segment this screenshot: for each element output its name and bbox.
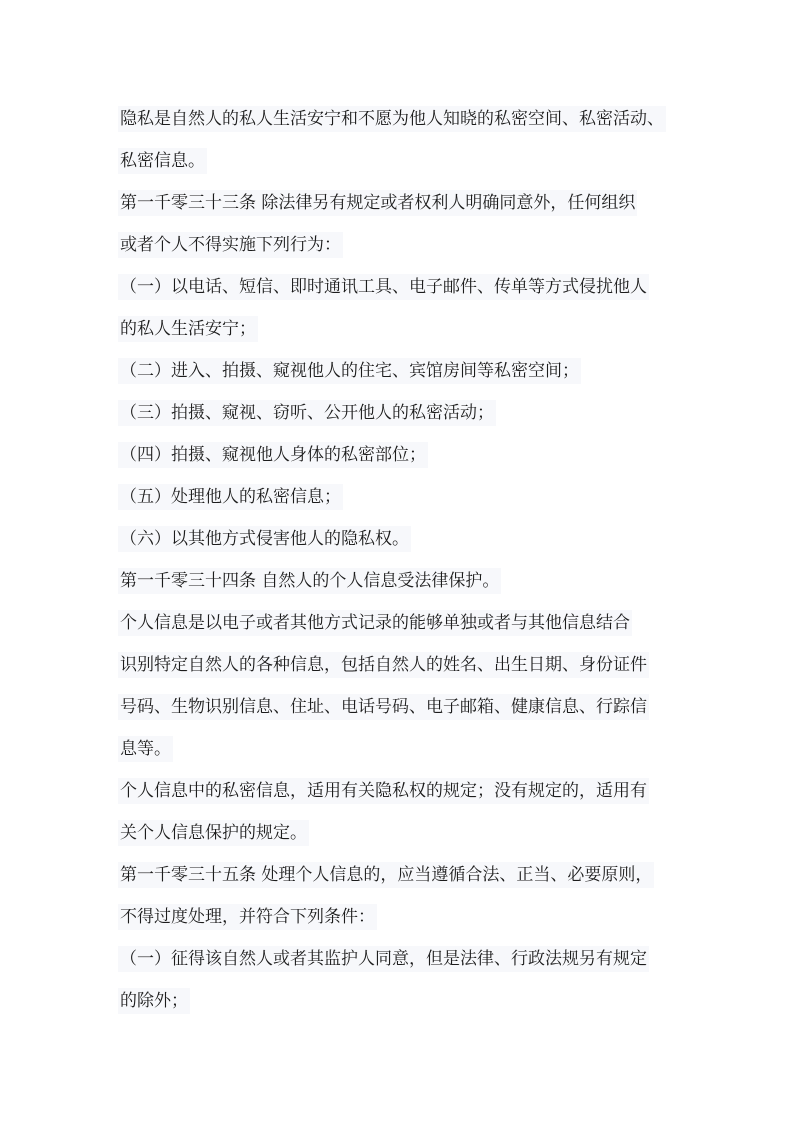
list-item-line: （五）处理他人的私密信息；: [118, 476, 690, 518]
list-item-line: （六）以其他方式侵害他人的隐私权。: [118, 518, 690, 560]
article-1035-heading-line: 第一千零三十五条 处理个人信息的，应当遵循合法、正当、必要原则，: [118, 854, 690, 896]
text-line: 或者个人不得实施下列行为：: [118, 224, 690, 266]
list-item-line: （四）拍摄、窥视他人身体的私密部位；: [118, 434, 690, 476]
list-item-line: （一）征得该自然人或者其监护人同意，但是法律、行政法规另有规定: [118, 938, 690, 980]
text-line: 私密信息。: [118, 140, 690, 182]
text-line: 不得过度处理，并符合下列条件：: [118, 896, 690, 938]
list-item-line: （二）进入、拍摄、窥视他人的住宅、宾馆房间等私密空间；: [118, 350, 690, 392]
list-item-line: （一）以电话、短信、即时通讯工具、电子邮件、传单等方式侵扰他人: [118, 266, 690, 308]
text-line: 号码、生物识别信息、住址、电话号码、电子邮箱、健康信息、行踪信: [118, 686, 690, 728]
text-line: 的私人生活安宁；: [118, 308, 690, 350]
article-1034-heading-line: 第一千零三十四条 自然人的个人信息受法律保护。: [118, 560, 690, 602]
text-line: 个人信息中的私密信息，适用有关隐私权的规定；没有规定的，适用有: [118, 770, 690, 812]
text-line: 隐私是自然人的私人生活安宁和不愿为他人知晓的私密空间、私密活动、: [118, 98, 690, 140]
article-1033-heading-line: 第一千零三十三条 除法律另有规定或者权利人明确同意外，任何组织: [118, 182, 690, 224]
text-line: 识别特定自然人的各种信息，包括自然人的姓名、出生日期、身份证件: [118, 644, 690, 686]
text-line: 的除外；: [118, 980, 690, 1022]
text-line: 息等。: [118, 728, 690, 770]
text-line: 个人信息是以电子或者其他方式记录的能够单独或者与其他信息结合: [118, 602, 690, 644]
document-body: [118, 98, 690, 1022]
text-line: 关个人信息保护的规定。: [118, 812, 690, 854]
list-item-line: （三）拍摄、窥视、窃听、公开他人的私密活动；: [118, 392, 690, 434]
